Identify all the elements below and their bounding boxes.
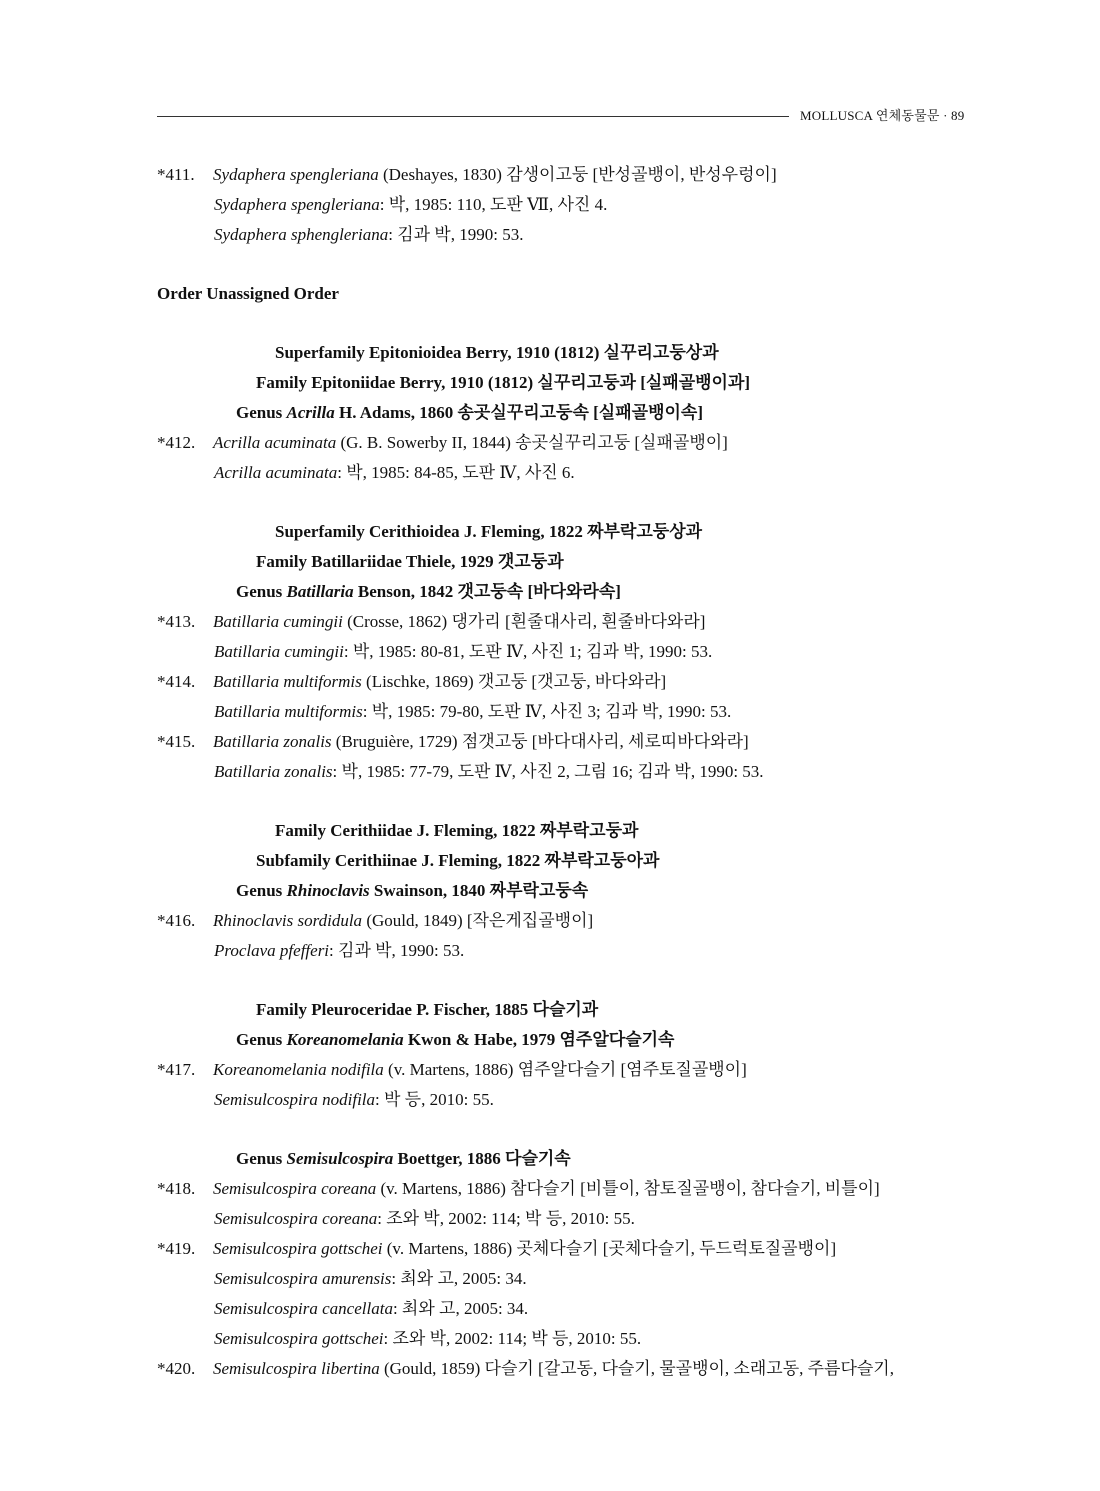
synonym-line: Sydaphera spengleriana: 박, 1985: 110, 도판 Ⅶ, 사진 4.	[214, 195, 608, 214]
species-entry-413: *413. Batillaria cumingii (Crosse, 1862) 댕가리 [흰줄대사리, 흰줄바다와라]	[157, 612, 706, 631]
species-entry-420: *420. Semisulcospira libertina (Gould, 1859) 다슬기 [갈고동, 다슬기, 물골뱅이, 소래고동, 주름다슬기,	[157, 1359, 894, 1378]
species-entry-419: *419. Semisulcospira gottschei (v. Martens, 1886) 곳체다슬기 [곳체다슬기, 두드럭토질골뱅이]	[157, 1239, 837, 1258]
order-heading: Order Unassigned Order	[157, 284, 339, 303]
synonym-line: Semisulcospira coreana: 조와 박, 2002: 114; 박 등, 2010: 55.	[214, 1209, 635, 1228]
species-name: Rhinoclavis sordidula	[213, 911, 363, 930]
species-entry-417: *417. Koreanomelania nodifila (v. Martens, 1886) 염주알다슬기 [염주토질골뱅이]	[157, 1060, 747, 1079]
synonym-line: Semisulcospira nodifila: 박 등, 2010: 55.	[214, 1090, 494, 1109]
species-name: Batillaria cumingii	[213, 612, 343, 631]
species-name: Koreanomelania nodifila	[213, 1060, 384, 1079]
species-entry-414: *414. Batillaria multiformis (Lischke, 1869) 갯고둥 [갯고둥, 바다와라]	[157, 672, 667, 691]
species-name: Semisulcospira libertina	[213, 1359, 380, 1378]
family-heading: Family Pleuroceridae P. Fischer, 1885 다슬기과	[256, 1000, 599, 1019]
synonym-line: Batillaria multiformis: 박, 1985: 79-80, 도판 Ⅳ, 사진 3; 김과 박, 1990: 53.	[214, 702, 732, 721]
synonym-line: Batillaria zonalis: 박, 1985: 77-79, 도판 Ⅳ, 사진 2, 그림 16; 김과 박, 1990: 53.	[214, 762, 764, 781]
synonym-line: Batillaria cumingii: 박, 1985: 80-81, 도판 Ⅳ, 사진 1; 김과 박, 1990: 53.	[214, 642, 713, 661]
species-entry-415: *415. Batillaria zonalis (Bruguière, 1729) 점갯고둥 [바다대사리, 세로띠바다와라]	[157, 732, 749, 751]
genus-heading: Genus Batillaria Benson, 1842 갯고둥속 [바다와라속]	[236, 582, 621, 601]
species-name: Semisulcospira coreana	[213, 1179, 377, 1198]
synonym-line: Semisulcospira cancellata: 최와 고, 2005: 34.	[214, 1299, 529, 1318]
species-name: Batillaria zonalis	[213, 732, 332, 751]
synonym-line: Sydaphera sphengleriana: 김과 박, 1990: 53.	[214, 225, 524, 244]
species-name: Semisulcospira gottschei	[213, 1239, 383, 1258]
genus-heading: Genus Semisulcospira Boettger, 1886 다슬기속	[236, 1149, 571, 1168]
species-entry-416: *416. Rhinoclavis sordidula (Gould, 1849) [작은게집골뱅이]	[157, 911, 594, 930]
species-name: Acrilla acuminata	[213, 433, 337, 452]
superfamily-heading: Superfamily Epitonioidea Berry, 1910 (1812) 실꾸리고둥상과	[275, 343, 719, 362]
species-name: Sydaphera spengleriana	[213, 165, 379, 184]
species-entry-411: *411. Sydaphera spengleriana (Deshayes, 1830) 감생이고둥 [반성골뱅이, 반성우렁이]	[157, 165, 777, 184]
genus-heading: Genus Koreanomelania Kwon & Habe, 1979 염주알다슬기속	[236, 1030, 675, 1049]
genus-heading: Genus Acrilla H. Adams, 1860 송곳실꾸리고둥속 [실패골뱅이속]	[236, 403, 703, 422]
running-header: MOLLUSCA 연체동물문 · 89	[800, 108, 965, 123]
synonym-line: Proclava pfefferi: 김과 박, 1990: 53.	[214, 941, 465, 960]
synonym-line: Acrilla acuminata: 박, 1985: 84-85, 도판 Ⅳ, 사진 6.	[214, 463, 575, 482]
synonym-line: Semisulcospira gottschei: 조와 박, 2002: 114; 박 등, 2010: 55.	[214, 1329, 642, 1348]
species-entry-418: *418. Semisulcospira coreana (v. Martens, 1886) 참다슬기 [비틀이, 참토질골뱅이, 참다슬기, 비틀이]	[157, 1179, 880, 1198]
header-rule	[157, 116, 789, 117]
species-name: Batillaria multiformis	[213, 672, 362, 691]
superfamily-heading: Superfamily Cerithioidea J. Fleming, 1822 짜부락고둥상과	[275, 522, 703, 541]
synonym-line: Semisulcospira amurensis: 최와 고, 2005: 34.	[214, 1269, 527, 1288]
subfamily-heading: Subfamily Cerithiinae J. Fleming, 1822 짜부락고둥아과	[256, 851, 660, 870]
genus-heading: Genus Rhinoclavis Swainson, 1840 짜부락고둥속	[236, 881, 589, 900]
species-entry-412: *412. Acrilla acuminata (G. B. Sowerby II, 1844) 송곳실꾸리고둥 [실패골뱅이]	[157, 433, 728, 452]
family-heading: Family Batillariidae Thiele, 1929 갯고둥과	[256, 552, 564, 571]
family-heading: Family Cerithiidae J. Fleming, 1822 짜부락고둥과	[275, 821, 639, 840]
family-heading: Family Epitoniidae Berry, 1910 (1812) 실꾸리고둥과 [실패골뱅이과]	[256, 373, 751, 392]
species-list	[157, 160, 1037, 1384]
